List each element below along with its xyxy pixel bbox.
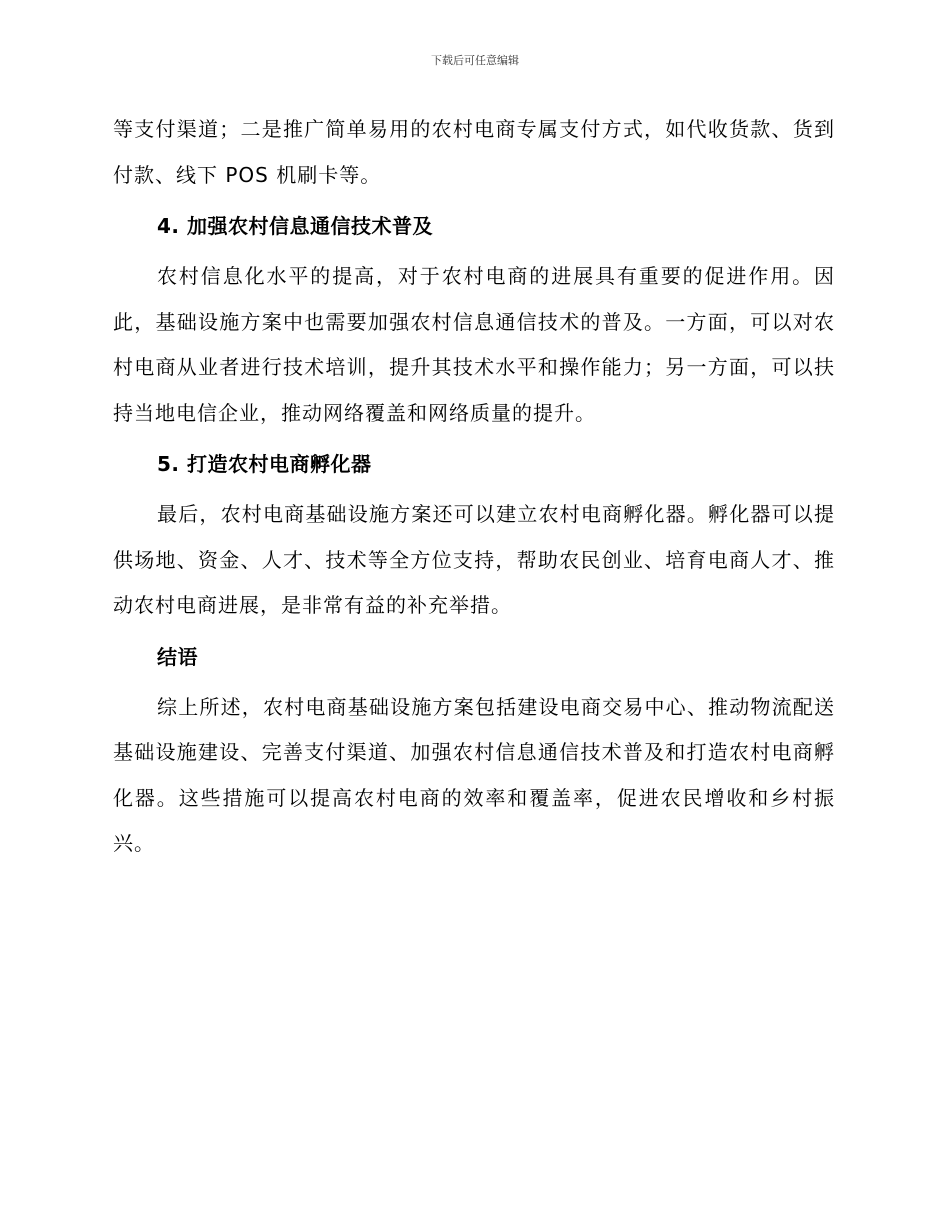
document-body xyxy=(113,107,835,867)
paragraph-section-4: 农村信息化水平的提高，对于农村电商的进展具有重要的促进作用。因此，基础设施方案中也需要加强农村信息通信技术的普及。一方面，可以对农村电商从业者进行技术培训，提升其技术水平和操作能力；另一方面，可以扶持当地电信企业，推动网络覆盖和网络质量的提升。 xyxy=(113,264,835,425)
paragraph-section-5: 最后，农村电商基础设施方案还可以建立农村电商孵化器。孵化器可以提供场地、资金、人才、技术等全方位支持，帮助农民创业、培育电商人才、推动农村电商进展，是非常有益的补充举措。 xyxy=(113,502,835,617)
paragraph-conclusion: 综上所述，农村电商基础设施方案包括建设电商交易中心、推动物流配送基础设施建设、完善支付渠道、加强农村信息通信技术普及和打造农村电商孵化器。这些措施可以提高农村电商的效率和覆盖率，促进农民增收和乡村振兴。 xyxy=(113,694,835,855)
section-heading-4: 4. 加强农村信息通信技术普及 xyxy=(157,214,433,238)
page-header: 下载后可任意编辑 xyxy=(431,54,519,67)
paragraph-continuation: 等支付渠道；二是推广简单易用的农村电商专属支付方式，如代收货款、货到付款、线下 POS 机刷卡等。 xyxy=(113,117,835,187)
section-heading-conclusion: 结语 xyxy=(157,644,198,669)
section-heading-5: 5. 打造农村电商孵化器 xyxy=(157,452,372,476)
